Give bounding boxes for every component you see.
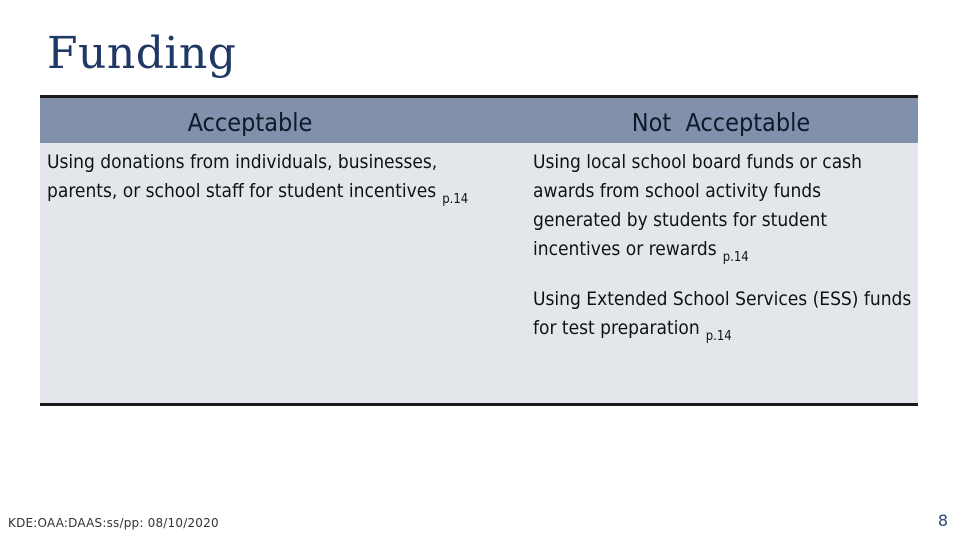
acceptable-item-text: Using donations from individuals, businesses, parents, or school staff for student incentives — [47, 151, 438, 202]
table-header-row — [40, 98, 918, 143]
header-acceptable: Acceptable — [187, 108, 313, 137]
not-acceptable-item — [533, 285, 913, 345]
page-reference: p.14 — [442, 192, 469, 207]
not-acceptable-cell — [533, 148, 913, 364]
acceptable-cell — [47, 148, 487, 227]
page-reference: p.14 — [705, 329, 732, 344]
header-not-acceptable: Not Acceptable — [631, 108, 811, 137]
funding-table — [40, 95, 918, 406]
slide-title: Funding — [47, 28, 237, 79]
page-reference: p.14 — [722, 250, 749, 265]
not-acceptable-item-text: Using Extended School Services (ESS) funds for test preparation — [533, 288, 912, 339]
not-acceptable-item — [533, 148, 913, 266]
slide-number: 8 — [937, 511, 948, 530]
acceptable-item — [47, 148, 487, 208]
not-acceptable-item-text: Using local school board funds or cash awards from school activity funds generated by students for student incentives or rewards — [533, 151, 862, 260]
footer-code: KDE:OAA:DAAS:ss/pp: 08/10/2020 — [8, 516, 219, 530]
